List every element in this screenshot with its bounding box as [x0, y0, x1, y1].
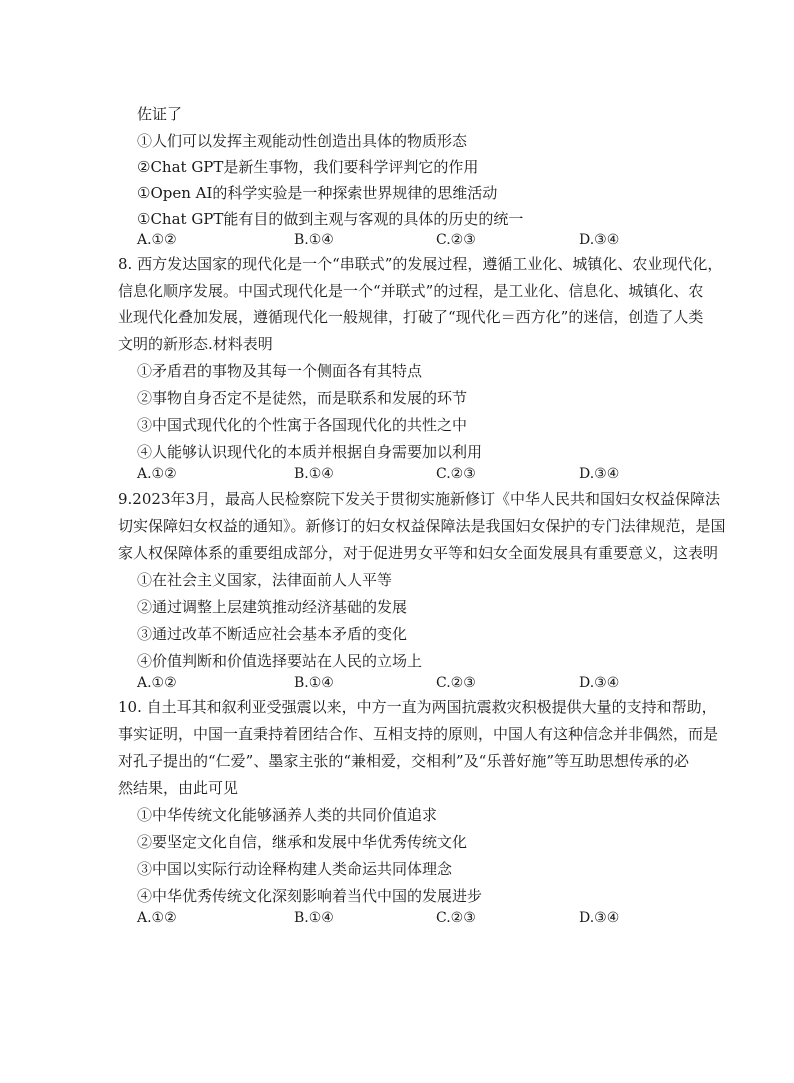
option-a: A.①②	[137, 910, 177, 926]
statement-2: ②Chat GPT是新生事物，我们要科学评判它的作用	[137, 158, 479, 176]
statement-2: ②通过调整上层建筑推动经济基础的发展	[137, 598, 408, 616]
option-a: A.①②	[137, 466, 177, 482]
option-d: D.③④	[579, 910, 620, 926]
statement-3: ③通过改革不断适应社会基本矛盾的变化	[137, 625, 408, 643]
statement-4: ④价值判断和价值选择要站在人民的立场上	[137, 652, 423, 670]
option-d: D.③④	[579, 675, 620, 691]
option-c: C.②③	[436, 910, 476, 926]
question-stem-line: 事实证明，中国一直秉持着团结合作、互相支持的原则，中国人有这种信念并非偶然，而是	[118, 725, 719, 743]
question-stem-line: 文明的新形态.材料表明	[118, 335, 273, 353]
option-d: D.③④	[579, 466, 620, 482]
option-c: C.②③	[436, 232, 476, 248]
option-d: D.③④	[579, 232, 620, 248]
statement-1: ①矛盾君的事物及其每一个侧面各有其特点	[137, 362, 423, 380]
statement-3: ③中国以实际行动诠释构建人类命运共同体理念	[137, 860, 453, 878]
option-c: C.②③	[436, 675, 476, 691]
option-b: B.①④	[294, 466, 334, 482]
question-stem-line: 10. 自土耳其和叙利亚受强震以来，中方一直为两国抗震救灾积极提供大量的支持和帮助，	[118, 698, 717, 716]
question-stem-line: 9.2023年3月，最高人民检察院下发关于贯彻实施新修订《中华人民共和国妇女权益保障法	[118, 490, 721, 508]
option-b: B.①④	[294, 675, 334, 691]
statement-1: ①在社会主义国家，法律面前人人平等	[137, 571, 393, 589]
statement-2: ②事物自身否定不是徒然，而是联系和发展的环节	[137, 389, 468, 407]
question-stem-line: 业现代化叠加发展，遵循现代化一般规律，打破了“现代化＝西方化”的迷信，创造了人类	[118, 308, 704, 326]
statement-4: ④中华优秀传统文化深刻影响着当代中国的发展进步	[137, 887, 483, 905]
statement-3: ①Open AI的科学实验是一种探索世界规律的思维活动	[137, 184, 498, 202]
statement-2: ②要坚定文化自信，继承和发展中华优秀传统文化	[137, 833, 468, 851]
option-a: A.①②	[137, 675, 177, 691]
option-b: B.①④	[294, 232, 334, 248]
option-a: A.①②	[137, 232, 177, 248]
statement-1: ①人们可以发挥主观能动性创造出具体的物质形态	[137, 132, 468, 150]
option-c: C.②③	[436, 466, 476, 482]
question-stem-line: 8. 西方发达国家的现代化是一个“串联式”的发展过程，遵循工业化、城镇化、农业现代化，	[118, 255, 723, 273]
statement-4: ①Chat GPT能有目的做到主观与客观的具体的历史的统一	[137, 210, 524, 228]
question-stem-line: 佐证了	[137, 105, 183, 123]
option-b: B.①④	[294, 910, 334, 926]
question-stem-line: 对孔子提出的“仁爱”、墨家主张的“兼相爱，交相利”及“乐普好施”等互助思想传承的必	[118, 752, 690, 770]
question-stem-line: 信息化顺序发展。中国式现代化是一个“并联式”的过程，是工业化、信息化、城镇化、农	[118, 282, 704, 300]
statement-3: ③中国式现代化的个性寓于各国现代化的共性之中	[137, 416, 468, 434]
question-stem-line: 家人权保障体系的重要组成部分，对于促进男女平等和妇女全面发展具有重要意义，这表明	[118, 544, 719, 562]
question-stem-line: 然结果，由此可见	[118, 779, 239, 797]
question-stem-line: 切实保障妇女权益的通知》。新修订的妇女权益保障法是我国妇女保护的专门法律规范，是国	[118, 517, 726, 535]
statement-4: ④人能够认识现代化的本质并根据自身需要加以利用	[137, 443, 483, 461]
statement-1: ①中华传统文化能够涵养人类的共同价值追求	[137, 806, 438, 824]
